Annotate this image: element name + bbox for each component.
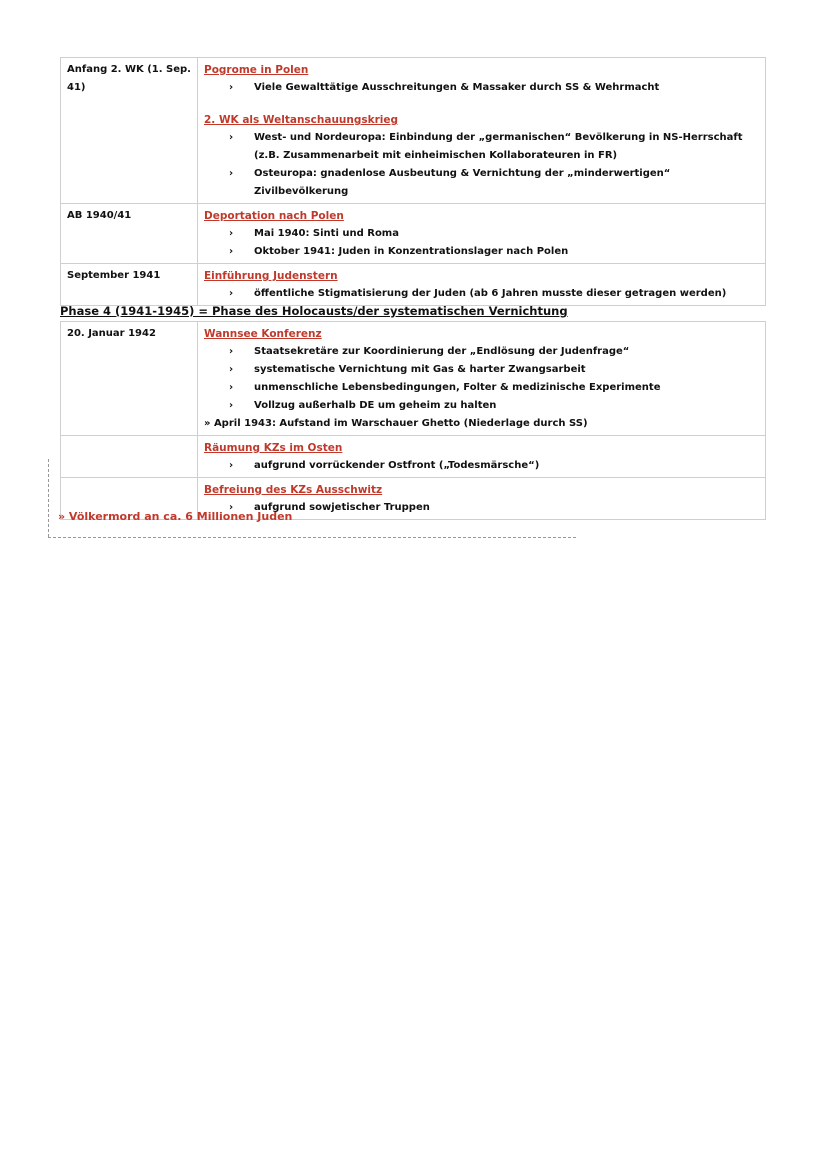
summary-text: » Völkermord an ca. 6 Millionen Juden xyxy=(58,510,293,523)
list-item: › aufgrund vorrückender Ostfront („Todesmärsche“) xyxy=(229,457,759,475)
list-item: › Vollzug außerhalb DE um geheim zu halten xyxy=(229,397,759,415)
chevron-right-icon: › xyxy=(229,460,234,471)
section-heading: Einführung Judenstern xyxy=(204,270,338,282)
chevron-right-icon: › xyxy=(229,502,234,513)
list-item: › aufgrund sowjetischer Truppen xyxy=(229,499,759,517)
bullet-list xyxy=(204,457,759,475)
chevron-right-icon: › xyxy=(229,346,234,357)
row-content xyxy=(198,322,766,436)
dashed-bracket-vertical xyxy=(48,459,49,537)
table-row xyxy=(61,436,766,478)
chevron-right-icon: › xyxy=(229,382,234,393)
bullet-list xyxy=(204,129,759,201)
section-heading: Deportation nach Polen xyxy=(204,210,344,222)
table-row xyxy=(61,322,766,436)
bullet-list xyxy=(204,225,759,261)
bullet-list xyxy=(204,343,759,415)
row-content xyxy=(198,204,766,264)
bullet-list xyxy=(204,285,759,303)
chevron-right-icon: › xyxy=(229,288,234,299)
list-item: › Mai 1940: Sinti und Roma xyxy=(229,225,759,243)
section-heading: Pogrome in Polen xyxy=(204,64,309,76)
list-item: › West- und Nordeuropa: Einbindung der „germanischen“ Bevölkerung in NS-Herrschaft (z.B. Zusammenarbeit mit einheimischen Kollaborateuren in FR) xyxy=(229,129,759,165)
list-item: › Osteuropa: gnadenlose Ausbeutung & Vernichtung der „minderwertigen“ Zivilbevölkerung xyxy=(229,165,759,201)
section-heading: 2. WK als Weltanschauungskrieg xyxy=(204,114,399,126)
section-heading: Räumung KZs im Osten xyxy=(204,442,343,454)
table-row xyxy=(61,264,766,306)
chevron-right-icon: › xyxy=(229,246,234,257)
chevron-right-icon: › xyxy=(229,168,234,179)
row-date xyxy=(61,436,198,478)
phase-title: Phase 4 (1941-1945) = Phase des Holocausts/der systematischen Vernichtung xyxy=(60,304,568,318)
table-row xyxy=(61,58,766,204)
row-date: 20. Januar 1942 xyxy=(61,322,198,436)
list-item: › Oktober 1941: Juden in Konzentrationslager nach Polen xyxy=(229,243,759,261)
row-date: AB 1940/41 xyxy=(61,204,198,264)
chevron-right-icon: › xyxy=(229,364,234,375)
chevron-right-icon: › xyxy=(229,228,234,239)
list-item: › systematische Vernichtung mit Gas & harter Zwangsarbeit xyxy=(229,361,759,379)
chevron-right-icon: › xyxy=(229,400,234,411)
list-item: › öffentliche Stigmatisierung der Juden (ab 6 Jahren musste dieser getragen werden) xyxy=(229,285,759,303)
row-content xyxy=(198,58,766,204)
dashed-bracket-horizontal xyxy=(48,537,576,538)
chevron-right-icon: › xyxy=(229,132,234,143)
row-date: September 1941 xyxy=(61,264,198,306)
section-heading: Wannsee Konferenz xyxy=(204,328,322,340)
timeline-table-phase4 xyxy=(60,321,766,520)
chevron-right-icon: › xyxy=(229,82,234,93)
row-date: Anfang 2. WK (1. Sep. 41) xyxy=(61,58,198,204)
row-content xyxy=(198,264,766,306)
section-heading: Befreiung des KZs Ausschwitz xyxy=(204,484,383,496)
note-text: » April 1943: Aufstand im Warschauer Ghetto (Niederlage durch SS) xyxy=(204,418,588,429)
list-item: › Viele Gewalttätige Ausschreitungen & Massaker durch SS & Wehrmacht xyxy=(229,79,759,97)
list-item: › unmenschliche Lebensbedingungen, Folter & medizinische Experimente xyxy=(229,379,759,397)
timeline-table-early xyxy=(60,57,766,306)
row-content xyxy=(198,436,766,478)
list-item: › Staatsekretäre zur Koordinierung der „Endlösung der Judenfrage“ xyxy=(229,343,759,361)
table-row xyxy=(61,204,766,264)
bullet-list xyxy=(204,79,759,97)
